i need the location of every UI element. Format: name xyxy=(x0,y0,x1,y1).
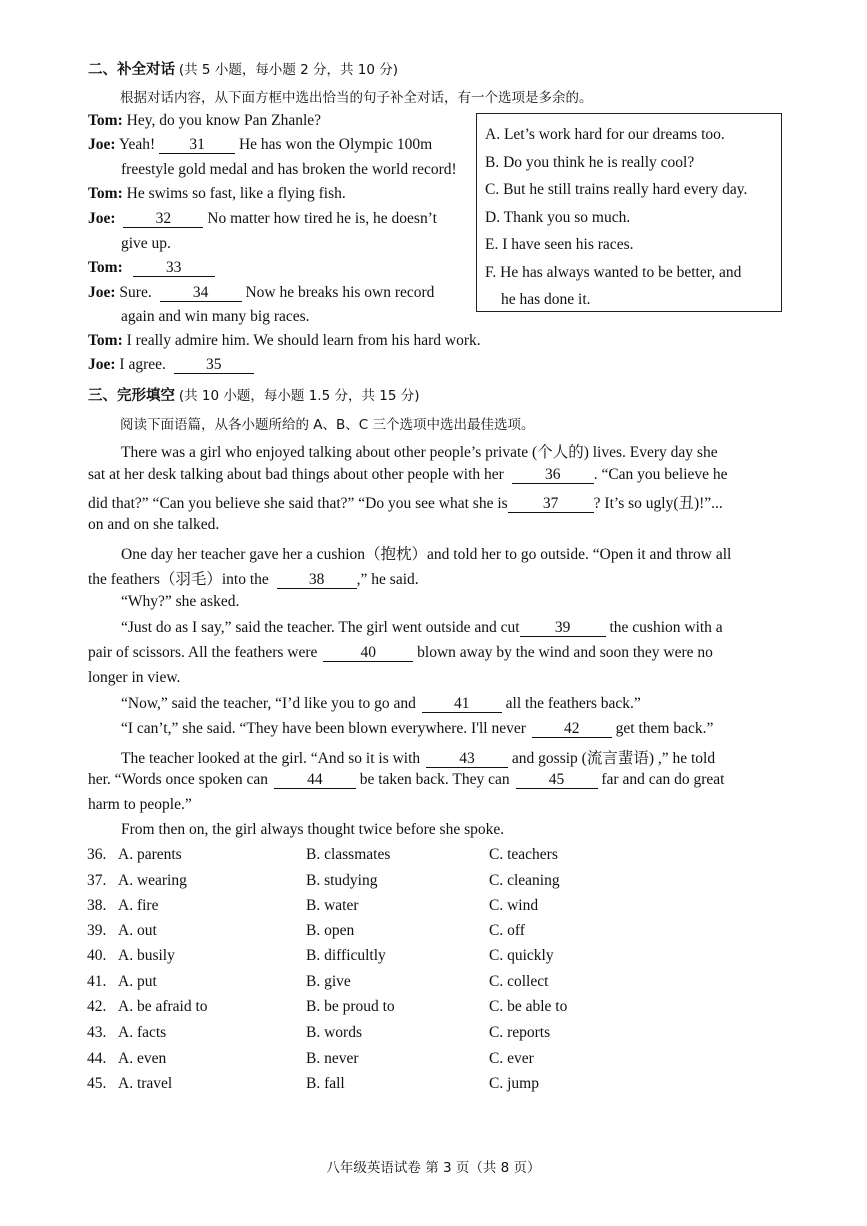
option-c[interactable]: C. be able to xyxy=(489,998,568,1015)
blank-45[interactable]: 45 xyxy=(516,772,598,789)
question-row xyxy=(87,947,687,969)
passage-line xyxy=(121,695,764,713)
passage-text: . “Can you believe he xyxy=(593,466,728,483)
passage-text: “Now,” said the teacher, “I’d like you to go and xyxy=(121,695,416,712)
passage-line xyxy=(88,491,764,513)
speaker-joe: Joe: xyxy=(88,210,116,227)
question-number: 36. xyxy=(87,846,107,863)
option-b[interactable]: B. difficultly xyxy=(306,947,386,964)
passage-line: “Why?” she asked. xyxy=(121,593,240,610)
option-c[interactable]: C. cleaning xyxy=(489,872,560,889)
question-row xyxy=(87,973,687,995)
passage-line: on and on she talked. xyxy=(88,516,220,533)
dialog-text: No matter how tired he is, he doesn’t xyxy=(207,210,437,227)
speaker-joe: Joe: xyxy=(88,284,116,301)
dialog-text: Sure. xyxy=(119,284,152,301)
option-f: F. He has always wanted to be better, and xyxy=(485,264,742,281)
question-number: 42. xyxy=(87,998,107,1015)
speaker-tom: Tom: xyxy=(88,185,123,202)
question-row xyxy=(87,1075,687,1097)
blank-33[interactable]: 33 xyxy=(133,260,215,277)
option-a[interactable]: A. busily xyxy=(118,947,175,964)
dialog-line-33 xyxy=(88,259,215,277)
speaker-tom: Tom: xyxy=(88,259,123,276)
option-c[interactable]: C. jump xyxy=(489,1075,539,1092)
passage-line xyxy=(121,746,764,768)
passage-line xyxy=(88,466,764,484)
passage-line xyxy=(88,771,764,789)
option-a[interactable]: A. put xyxy=(118,973,157,990)
dialog-line-35 xyxy=(88,356,254,374)
passage-text: ? It’s so ugly(丑)!”... xyxy=(593,495,723,512)
option-a[interactable]: A. parents xyxy=(118,846,182,863)
passage-text: be taken back. They can xyxy=(359,771,510,788)
question-row xyxy=(87,897,687,919)
blank-39[interactable]: 39 xyxy=(520,620,606,637)
passage-line: harm to people.” xyxy=(88,796,192,813)
blank-37[interactable]: 37 xyxy=(508,496,594,513)
passage-text: “Just do as I say,” said the teacher. The girl went outside and cut xyxy=(121,619,520,636)
option-c[interactable]: C. collect xyxy=(489,973,549,990)
dialog-text: He has won the Olympic 100m xyxy=(238,136,433,153)
passage-text: did that?” “Can you believe she said that?” “Do you see what she is xyxy=(88,495,508,512)
question-row xyxy=(87,922,687,944)
speaker-tom: Tom: xyxy=(88,112,123,129)
passage-line xyxy=(88,644,764,662)
passage-line xyxy=(121,720,764,738)
passage-text: The teacher looked at the girl. “And so it is with xyxy=(121,750,421,767)
option-a[interactable]: A. out xyxy=(118,922,157,939)
question-number: 43. xyxy=(87,1024,107,1041)
dialog-line-31-pre xyxy=(88,112,321,130)
question-number: 45. xyxy=(87,1075,107,1092)
passage-text: far and can do great xyxy=(601,771,725,788)
question-row xyxy=(87,1024,687,1046)
option-b: B. Do you think he is really cool? xyxy=(485,154,695,171)
dialog-text: Yeah! xyxy=(118,136,156,153)
section3-heading xyxy=(88,384,419,405)
passage-line xyxy=(121,619,764,637)
dialog-text: again and win many big races. xyxy=(121,308,310,325)
option-b[interactable]: B. never xyxy=(306,1050,359,1067)
option-b[interactable]: B. fall xyxy=(306,1075,345,1092)
option-a[interactable]: A. even xyxy=(118,1050,167,1067)
blank-34[interactable]: 34 xyxy=(160,285,242,302)
dialog-line-32 xyxy=(88,210,437,228)
option-b[interactable]: B. give xyxy=(306,973,351,990)
blank-36[interactable]: 36 xyxy=(512,467,594,484)
passage-text: “I can’t,” she said. “They have been blown everywhere. I'll never xyxy=(121,720,526,737)
option-c[interactable]: C. wind xyxy=(489,897,539,914)
dialog-line xyxy=(88,332,481,350)
passage-line: One day her teacher gave her a cushion（抱枕）and told her to go outside. “Open it and throw all xyxy=(121,546,732,563)
option-d: D. Thank you so much. xyxy=(485,209,631,226)
option-c[interactable]: C. ever xyxy=(489,1050,534,1067)
question-number: 37. xyxy=(87,872,107,889)
dialog-text: I agree. xyxy=(119,356,166,373)
blank-40[interactable]: 40 xyxy=(323,645,413,662)
dialog-line-34 xyxy=(88,284,434,302)
question-number: 40. xyxy=(87,947,107,964)
dialog-line-31 xyxy=(88,136,432,154)
blank-38[interactable]: 38 xyxy=(277,572,357,589)
option-b[interactable]: B. open xyxy=(306,922,355,939)
option-c: C. But he still trains really hard every day. xyxy=(485,181,748,198)
option-e: E. I have seen his races. xyxy=(485,236,634,253)
section3-title: 三、完形填空 xyxy=(88,388,175,404)
speaker-joe: Joe: xyxy=(88,356,116,373)
passage-text: her. “Words once spoken can xyxy=(88,771,268,788)
passage-text: pair of scissors. All the feathers were xyxy=(88,644,318,661)
dialog-text: give up. xyxy=(121,235,171,252)
question-number: 38. xyxy=(87,897,107,914)
dialog-text: Now he breaks his own record xyxy=(245,284,435,301)
options-box xyxy=(476,113,782,312)
option-b[interactable]: B. classmates xyxy=(306,846,391,863)
option-a: A. Let’s work hard for our dreams too. xyxy=(485,126,725,143)
question-number: 41. xyxy=(87,973,107,990)
option-a[interactable]: A. travel xyxy=(118,1075,173,1092)
section2-info: (共 5 小题，每小题 2 分，共 10 分) xyxy=(178,62,399,78)
passage-text: sat at her desk talking about bad things about other people with her xyxy=(88,466,504,483)
question-row xyxy=(87,872,687,894)
section2-title: 二、补全对话 xyxy=(88,62,175,78)
question-row xyxy=(87,1050,687,1072)
blank-44[interactable]: 44 xyxy=(274,772,356,789)
question-number: 39. xyxy=(87,922,107,939)
option-a[interactable]: A. wearing xyxy=(118,872,187,889)
option-b[interactable]: B. water xyxy=(306,897,359,914)
blank-42[interactable]: 42 xyxy=(532,721,612,738)
question-number: 44. xyxy=(87,1050,107,1067)
option-c[interactable]: C. teachers xyxy=(489,846,558,863)
dialog-text: freestyle gold medal and has broken the world record! xyxy=(121,161,457,178)
dialog-text: Hey, do you know Pan Zhanle? xyxy=(126,112,322,129)
passage-text: the feathers（羽毛）into the xyxy=(88,571,269,588)
option-b[interactable]: B. words xyxy=(306,1024,362,1041)
option-c[interactable]: C. quickly xyxy=(489,947,554,964)
blank-31[interactable]: 31 xyxy=(159,137,235,154)
option-c[interactable]: C. reports xyxy=(489,1024,551,1041)
page-footer: 八年级英语试卷 第 3 页（共 8 页） xyxy=(326,1160,541,1176)
question-row xyxy=(87,846,687,868)
passage-text: ,” he said. xyxy=(356,571,419,588)
passage-line xyxy=(88,567,764,589)
passage-line: There was a girl who enjoyed talking about other people’s private (个人的) lives. Every day she xyxy=(121,444,718,461)
section3-info: (共 10 小题，每小题 1.5 分，共 15 分) xyxy=(178,388,420,404)
passage-text: get them back.” xyxy=(615,720,714,737)
option-a[interactable]: A. fire xyxy=(118,897,159,914)
passage-text: and gossip (流言蜚语) ,” he told xyxy=(511,750,716,767)
option-a[interactable]: A. facts xyxy=(118,1024,167,1041)
blank-43[interactable]: 43 xyxy=(426,751,508,768)
passage-text: all the feathers back.” xyxy=(505,695,641,712)
section2-heading xyxy=(88,58,398,79)
option-f-continued: he has done it. xyxy=(501,291,591,308)
speaker-tom: Tom: xyxy=(88,332,123,349)
speaker-joe: Joe: xyxy=(88,136,116,153)
blank-35[interactable]: 35 xyxy=(174,357,254,374)
question-row xyxy=(87,998,687,1020)
section3-instruction: 阅读下面语篇，从各小题所给的 A、B、C 三个选项中选出最佳选项。 xyxy=(120,417,535,433)
passage-line: From then on, the girl always thought twice before she spoke. xyxy=(121,821,505,838)
dialog-text: He swims so fast, like a flying fish. xyxy=(126,185,346,202)
option-a[interactable]: A. be afraid to xyxy=(118,998,208,1015)
dialog-line xyxy=(88,185,346,203)
blank-41[interactable]: 41 xyxy=(422,696,502,713)
passage-text: the cushion with a xyxy=(609,619,723,636)
option-c[interactable]: C. off xyxy=(489,922,525,939)
blank-32[interactable]: 32 xyxy=(123,211,203,228)
passage-text: blown away by the wind and soon they were no xyxy=(417,644,713,661)
passage-line: longer in view. xyxy=(88,669,181,686)
section2-instruction: 根据对话内容，从下面方框中选出恰当的句子补全对话，有一个选项是多余的。 xyxy=(120,90,593,106)
dialog-text: I really admire him. We should learn from his hard work. xyxy=(126,332,481,349)
option-b[interactable]: B. studying xyxy=(306,872,378,889)
option-b[interactable]: B. be proud to xyxy=(306,998,395,1015)
